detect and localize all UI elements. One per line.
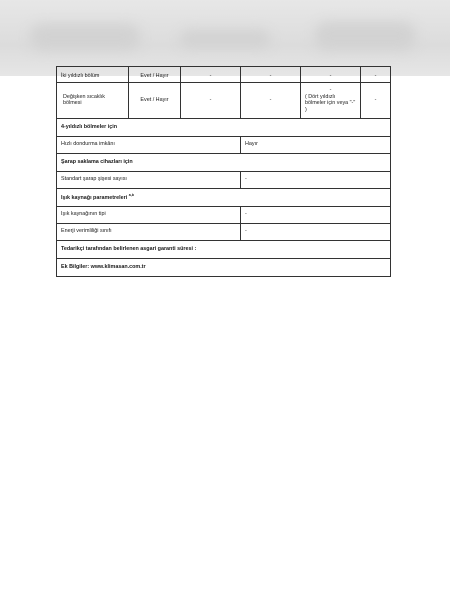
warranty-row: Tedarikçi tarafından belirlenen asgari garanti süresi : xyxy=(57,240,391,258)
row-value: - xyxy=(241,206,391,223)
blurred-page-header xyxy=(0,0,450,76)
blurred-shape xyxy=(30,24,140,50)
table-row xyxy=(57,206,391,223)
section-header xyxy=(57,188,391,206)
row-label: Enerji verimliliği sınıfı xyxy=(57,223,241,240)
blurred-shape xyxy=(315,22,415,50)
row-label: Değişken sıcaklık bölmesi xyxy=(57,82,129,118)
energy-label-document xyxy=(56,66,390,277)
row-cell: - xyxy=(361,67,391,83)
row-cell-note: ( Dört yıldızlı bölmeler için veya "-" ) xyxy=(305,93,356,113)
row-value: Evet / Hayır xyxy=(129,67,181,83)
row-label: Işık kaynağının tipi xyxy=(57,206,241,223)
section-title-superscript: a,b xyxy=(128,192,134,197)
table-row xyxy=(57,82,391,118)
row-cell: - xyxy=(241,82,301,118)
product-information-table xyxy=(56,66,391,277)
row-value: Hayır xyxy=(241,136,391,153)
row-cell: - xyxy=(181,67,241,83)
row-cell: - xyxy=(301,67,361,83)
row-value: - xyxy=(241,223,391,240)
table-row xyxy=(57,171,391,188)
row-cell: - xyxy=(361,82,391,118)
table-row xyxy=(57,240,391,258)
table-row xyxy=(57,136,391,153)
section-title: Işık kaynağı parametreleri xyxy=(61,194,128,201)
section-title-cell xyxy=(57,188,391,206)
row-value: Evet / Hayır xyxy=(129,82,181,118)
row-cell-top: - xyxy=(329,86,332,93)
additional-info-row: Ek Bilgiler: www.klimasan.com.tr xyxy=(57,258,391,276)
row-cell xyxy=(301,82,361,118)
blurred-shape xyxy=(180,30,270,48)
table-row xyxy=(57,67,391,83)
table-row xyxy=(57,223,391,240)
section-header xyxy=(57,118,391,136)
section-header xyxy=(57,153,391,171)
row-cell: - xyxy=(241,67,301,83)
section-title: Şarap saklama cihazları için xyxy=(57,153,391,171)
table-row xyxy=(57,258,391,276)
row-label: Standart şarap şişesi sayısı xyxy=(57,171,241,188)
row-label: İki yıldızlı bölüm xyxy=(57,67,129,83)
row-value: - xyxy=(241,171,391,188)
section-title: 4-yıldızlı bölmeler için xyxy=(57,118,391,136)
row-cell: - xyxy=(181,82,241,118)
row-label: Hızlı dondurma imkânı xyxy=(57,136,241,153)
